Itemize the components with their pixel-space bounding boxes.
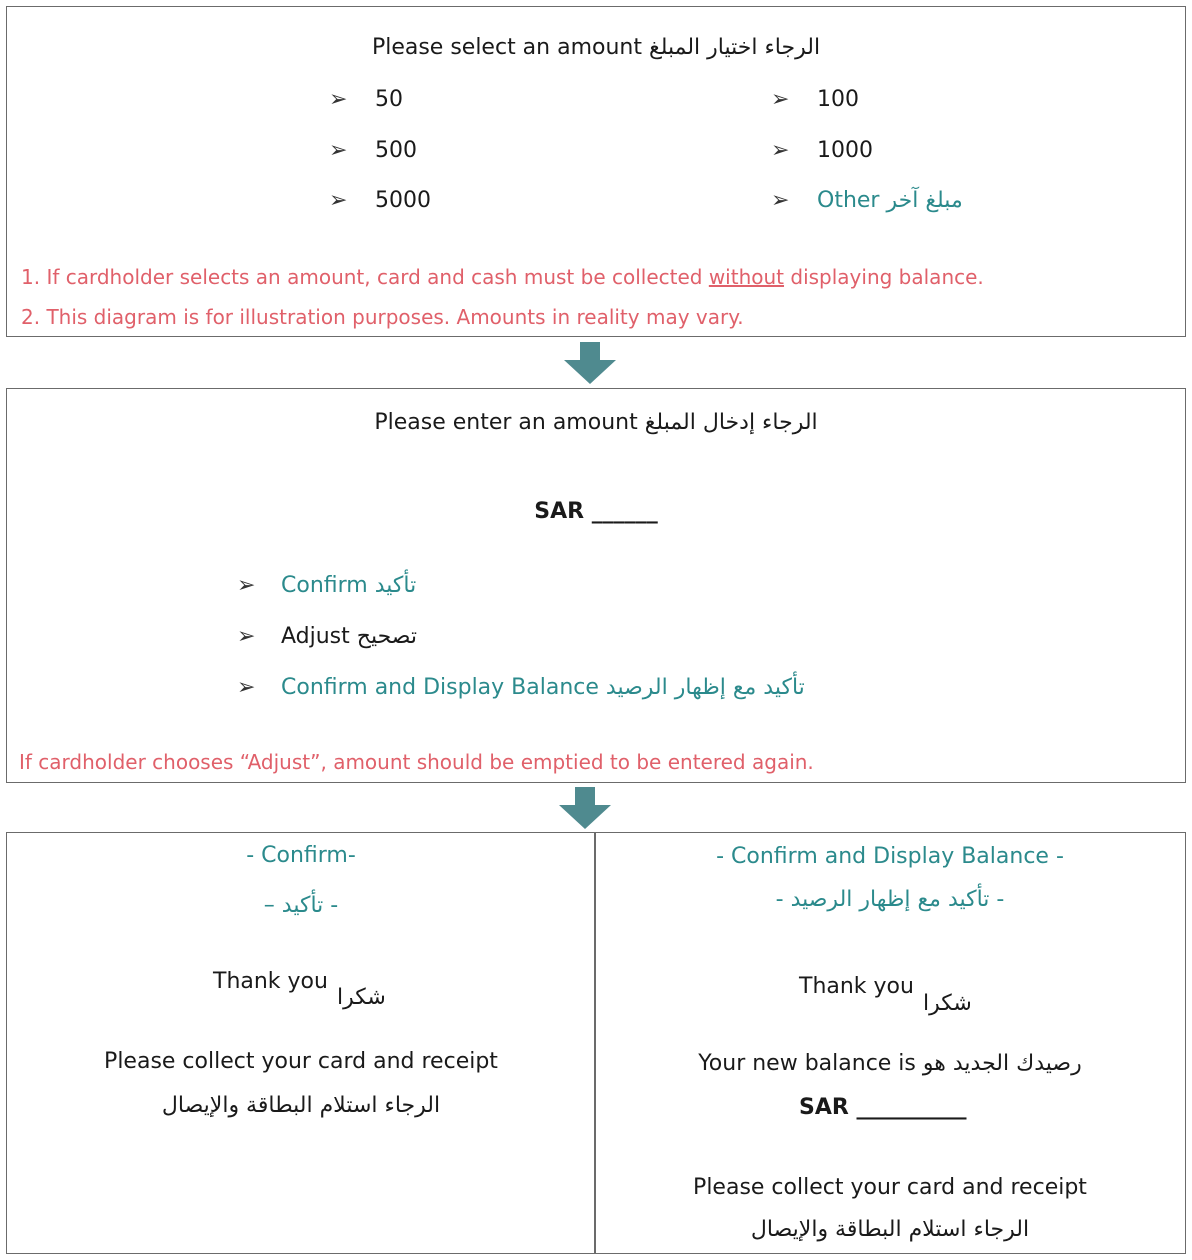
note1-underlined: without <box>708 265 785 289</box>
confirm-balance-heading-arabic: - تأكيد مع إظهار الرصيد - <box>775 887 1005 912</box>
bullet-icon: ➢ <box>329 138 348 163</box>
bullet-icon: ➢ <box>237 675 256 700</box>
flow-arrow-down-icon <box>559 787 611 829</box>
confirm-balance-result-box <box>594 832 1186 1254</box>
bullet-icon: ➢ <box>771 188 790 213</box>
option-5000[interactable]: 5000 <box>375 188 431 213</box>
note1-pre: 1. If cardholder selects an amount, card and cash must be collected <box>21 265 709 289</box>
option-1000[interactable]: 1000 <box>817 138 873 163</box>
bullet-icon: ➢ <box>771 87 790 112</box>
confirm-option[interactable]: Confirm تأكيد <box>281 573 417 598</box>
bullet-icon: ➢ <box>329 87 348 112</box>
collect-card-arabic: الرجاء استلام البطاقة والإيصال <box>161 1093 441 1118</box>
bullet-icon: ➢ <box>771 138 790 163</box>
adjust-option[interactable]: Adjust تصحيح <box>281 624 418 649</box>
confirm-heading: - Confirm- <box>246 843 356 868</box>
option-50[interactable]: 50 <box>375 87 403 112</box>
select-amount-box <box>6 6 1186 337</box>
thank-you-arabic: شكرا <box>337 985 386 1010</box>
confirm-display-balance-option[interactable]: Confirm and Display Balance تأكيد مع إظهار الرصيد <box>281 675 805 700</box>
select-amount-title: Please select an amount الرجاء اختيار المبلغ <box>371 35 821 60</box>
note-illustration: 2. This diagram is for illustration purposes. Amounts in reality may vary. <box>21 305 744 329</box>
bullet-icon: ➢ <box>237 624 256 649</box>
thank-you-text: Thank you <box>799 974 914 999</box>
collect-card-text: Please collect your card and receipt <box>693 1175 1087 1200</box>
collect-card-arabic: الرجاء استلام البطاقة والإيصال <box>750 1217 1030 1242</box>
confirm-heading-arabic: – تأكيد - <box>263 893 339 918</box>
flow-arrow-down-icon <box>564 342 616 384</box>
amount-input[interactable]: SAR ______ <box>534 499 658 524</box>
option-other[interactable]: Other مبلغ آخر <box>817 188 963 213</box>
thank-you-text: Thank you <box>213 969 328 994</box>
thank-you-arabic: شكرا <box>923 991 972 1016</box>
confirm-result-box <box>6 832 596 1254</box>
balance-amount-field: SAR __________ <box>799 1095 967 1120</box>
new-balance-text: Your new balance is رصيدك الجديد هو <box>698 1051 1082 1076</box>
option-100[interactable]: 100 <box>817 87 859 112</box>
note-adjust: If cardholder chooses “Adjust”, amount should be emptied to be entered again. <box>19 750 814 774</box>
enter-amount-box <box>6 388 1186 783</box>
note1-post: displaying balance. <box>784 265 984 289</box>
collect-card-text: Please collect your card and receipt <box>104 1049 498 1074</box>
option-500[interactable]: 500 <box>375 138 417 163</box>
confirm-balance-heading: - Confirm and Display Balance - <box>716 844 1064 869</box>
bullet-icon: ➢ <box>237 573 256 598</box>
enter-amount-title: Please enter an amount الرجاء إدخال المبلغ <box>374 410 818 435</box>
bullet-icon: ➢ <box>329 188 348 213</box>
note-collect-without-balance <box>21 267 984 287</box>
